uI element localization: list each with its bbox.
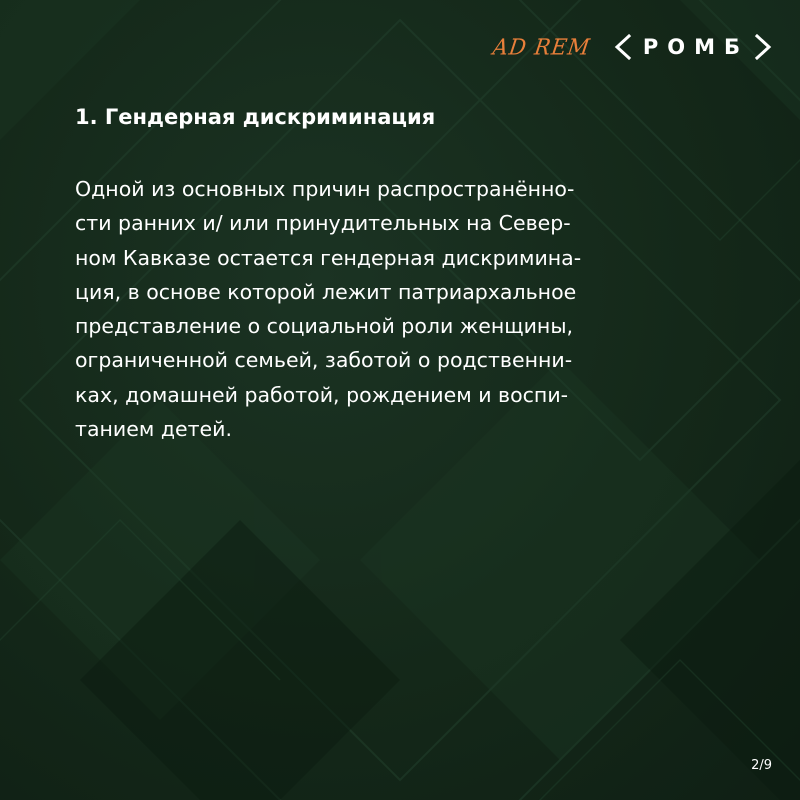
- body-line: представление о социальной роли женщины,: [75, 314, 574, 339]
- body-paragraph: [75, 172, 755, 446]
- body-line: ция, в основе которой лежит патриархальное: [75, 279, 577, 304]
- brand-logo: [490, 30, 774, 64]
- body-line: сти ранних и/ или принудительных на Север-: [75, 211, 571, 236]
- romb-logo-text: РОМБ: [642, 35, 749, 59]
- page-counter: 2/9: [751, 758, 772, 773]
- body-line: ограниченной семьей, заботой о родственни-: [75, 348, 573, 373]
- right-angle-bracket-icon: [752, 34, 774, 60]
- adrem-logo-text: AD REM: [490, 34, 592, 60]
- body-line: ках, домашней работой, рождением и воспи-: [75, 382, 569, 407]
- slide-heading: 1. Гендерная дискриминация: [75, 105, 436, 129]
- body-line: Одной из основных причин распространённо-: [75, 177, 575, 201]
- body-line: ном Кавказе остается гендерная дискримина-: [75, 245, 582, 270]
- romb-logo: [612, 34, 774, 60]
- left-angle-bracket-icon: [612, 34, 634, 60]
- body-line: танием детей.: [75, 417, 233, 442]
